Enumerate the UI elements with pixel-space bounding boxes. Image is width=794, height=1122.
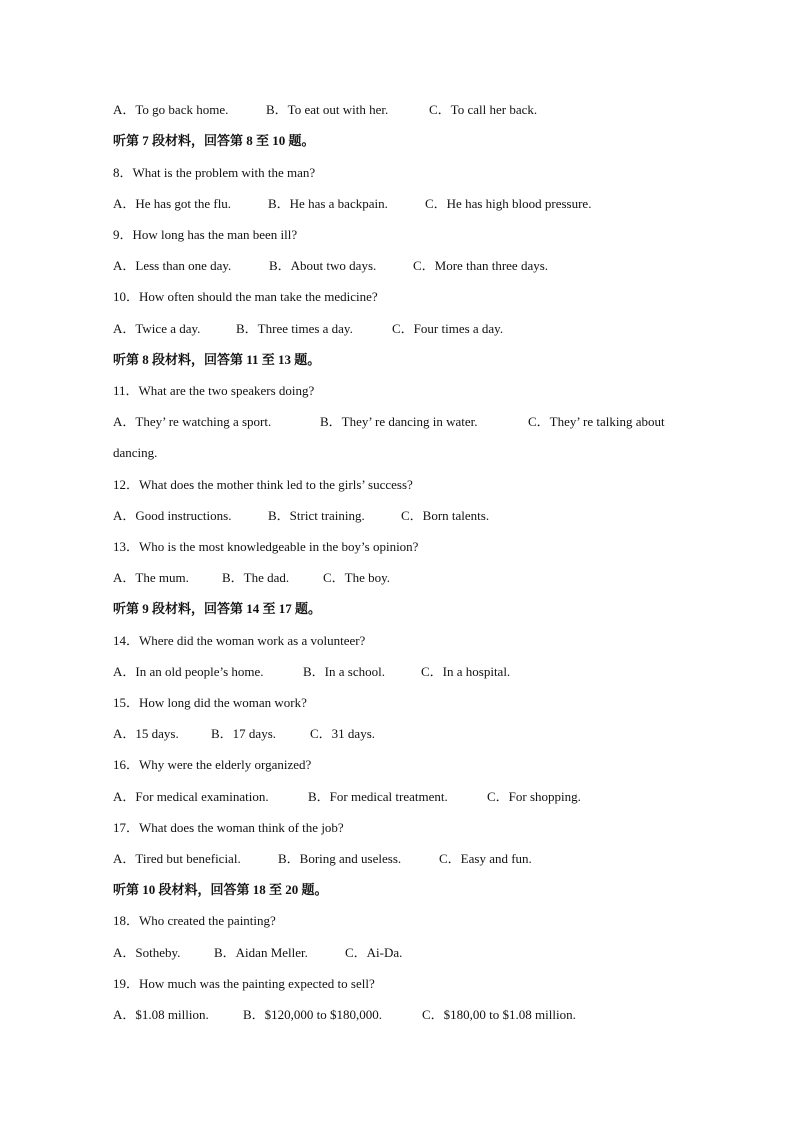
- answer-option: A．He has got the flu.: [113, 196, 232, 211]
- answer-option: B．Three times a day.: [236, 321, 353, 336]
- answer-option: C．In a hospital.: [421, 664, 511, 679]
- question-text: dancing.: [113, 445, 158, 460]
- question-text: 8．What is the problem with the man?: [113, 165, 316, 180]
- answer-option: B．About two days.: [269, 258, 377, 273]
- answer-option: C．He has high blood pressure.: [425, 196, 592, 211]
- question-text: 19．How much was the painting expected to sell?: [113, 976, 375, 991]
- answer-option: A．$1.08 million.: [113, 1007, 209, 1022]
- answer-option: C．Ai-Da.: [345, 945, 403, 960]
- answer-option: B．$120,000 to $180,000.: [243, 1007, 383, 1022]
- answer-option: C．31 days.: [310, 726, 376, 741]
- question-text: 16．Why were the elderly organized?: [113, 757, 312, 772]
- answer-option: A．Good instructions.: [113, 508, 232, 523]
- answer-option: C．They’ re talking about: [528, 414, 665, 429]
- question-text: 18．Who created the painting?: [113, 913, 276, 928]
- answer-option: A．For medical examination.: [113, 789, 269, 804]
- answer-option: A．Sotheby.: [113, 945, 181, 960]
- answer-option: B．In a school.: [303, 664, 385, 679]
- answer-option: B．He has a backpain.: [268, 196, 388, 211]
- answer-option: B．For medical treatment.: [308, 789, 448, 804]
- section-header: 听第 7 段材料，回答第 8 至 10 题。: [113, 133, 315, 148]
- answer-option: C．To call her back.: [429, 102, 538, 117]
- answer-option: B．Aidan Meller.: [214, 945, 308, 960]
- answer-option: A．The mum.: [113, 570, 189, 585]
- section-header: 听第 8 段材料，回答第 11 至 13 题。: [113, 352, 321, 367]
- question-text: 9．How long has the man been ill?: [113, 227, 298, 242]
- section-header: 听第 9 段材料，回答第 14 至 17 题。: [113, 601, 322, 616]
- answer-option: C．The boy.: [323, 570, 391, 585]
- answer-option: A．Tired but beneficial.: [113, 851, 241, 866]
- answer-option: B．17 days.: [211, 726, 277, 741]
- answer-option: C．$180,00 to $1.08 million.: [422, 1007, 576, 1022]
- answer-option: C．For shopping.: [487, 789, 581, 804]
- answer-option: A．Twice a day.: [113, 321, 201, 336]
- answer-option: B．The dad.: [222, 570, 290, 585]
- question-text: 17．What does the woman think of the job?: [113, 820, 344, 835]
- answer-option: C．Four times a day.: [392, 321, 504, 336]
- answer-option: B．They’ re dancing in water.: [320, 414, 478, 429]
- answer-option: A．In an old people’s home.: [113, 664, 264, 679]
- section-header: 听第 10 段材料，回答第 18 至 20 题。: [113, 882, 328, 897]
- answer-option: B．Boring and useless.: [278, 851, 402, 866]
- question-text: 13．Who is the most knowledgeable in the boy’s opinion?: [113, 539, 419, 554]
- question-text: 12．What does the mother think led to the girls’ success?: [113, 477, 413, 492]
- answer-option: A．Less than one day.: [113, 258, 232, 273]
- question-text: 14．Where did the woman work as a volunteer?: [113, 633, 366, 648]
- answer-option: A．To go back home.: [113, 102, 229, 117]
- question-text: 10．How often should the man take the medicine?: [113, 289, 378, 304]
- answer-option: A．They’ re watching a sport.: [113, 414, 272, 429]
- answer-option: A．15 days.: [113, 726, 179, 741]
- answer-option: B．To eat out with her.: [266, 102, 389, 117]
- question-text: 15．How long did the woman work?: [113, 695, 307, 710]
- question-text: 11．What are the two speakers doing?: [113, 383, 315, 398]
- answer-option: B．Strict training.: [268, 508, 365, 523]
- answer-option: C．More than three days.: [413, 258, 549, 273]
- answer-option: C．Born talents.: [401, 508, 490, 523]
- answer-option: C．Easy and fun.: [439, 851, 532, 866]
